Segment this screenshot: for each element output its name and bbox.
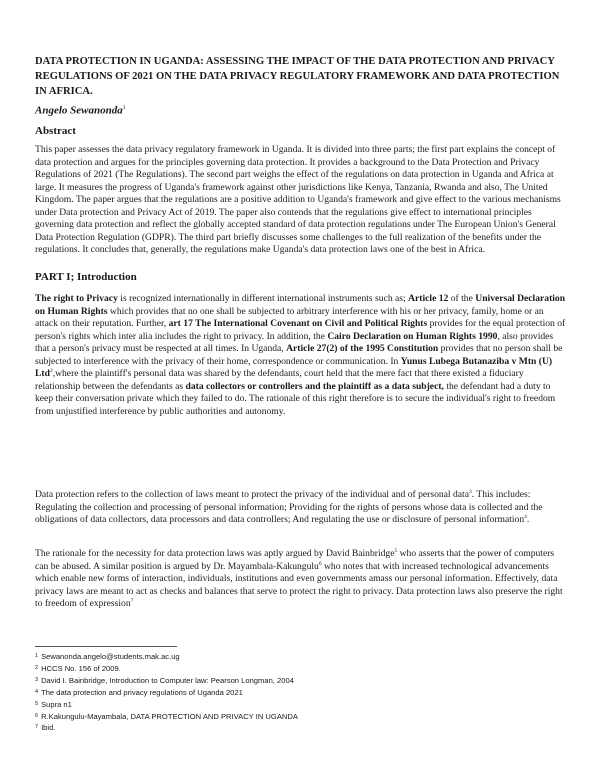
footnote-number: 4 (35, 688, 39, 695)
footnote-number: 1 (35, 653, 39, 659)
footnote-item (35, 699, 565, 711)
term-iccpr: art 17 The International Covenant on Civil and Political Rights (168, 318, 428, 329)
footnote-item (35, 711, 565, 723)
text-span: of the (448, 293, 476, 304)
footnote-number: 3 (35, 676, 39, 683)
footnote-ref-4[interactable]: 4 (524, 513, 527, 520)
term-data-controllers: data collectors or controllers and the plaintiff as a data subject, (185, 380, 444, 392)
text-span: Data protection refers to the collection of laws meant to protect the privacy of the individual and of personal data (35, 489, 469, 500)
footnote-text: The data protection and privacy regulations of Uganda 2021 (41, 687, 243, 697)
term-case-name: Yunus Lubega Butanaziba v Mtn (U) Ltd (35, 355, 553, 379)
footnote-ref-2[interactable]: 2 (49, 367, 53, 374)
part1-heading: PART I; Introduction (35, 271, 137, 283)
abstract-text: This paper assesses the data privacy regulatory framework in Uganda. It is divided into three parts; the first part explains the concept of data protection and argues for the principles governing data protection. It provides a background to the Data Protection and Privacy Regulations of 2021 (The Regulations). The second part weighs the effect of the regulations on data protection in Uganda and Africa at large. It measures the progress of Uganda's framework against other jurisdictions like Kenya, Tanzania, Rwanda and also, The United Kingdom. The paper argues that the regulations are a positive addition to Uganda's framework and give effect to the various mechanisms under Data protection and Privacy Act of 2019. The paper also contends that the regulations give effect to international principles governing data protection and reflect the globally accepted standard of data protection regulations under The European Union's General Data Protection Regulation (GDPR). The third part briefly discusses some challenges to the full realization of the benefits under the regulations. It concludes that, generally, the regulations make Uganda's data protection laws one of the best in Africa. (35, 144, 561, 255)
footnote-number: 2 (35, 664, 39, 671)
text-span: the defendant had a duty to keep their conversation private which they failed to do. The rationale of this right therefore is to secure the individual's right to freedom from unjustified interference by public authorities and autonomy. (35, 380, 556, 417)
text-span: , also provides that a person's privacy must be respected at all times. In Uganda, (35, 330, 554, 354)
text-span: which provides that no one shall be subjected to arbitrary interference with his or her privacy, family, home or an attack on their reputation. Further, (35, 305, 544, 329)
footnote-text: R.Kakungulu-Mayambala, DATA PROTECTION AND PRIVACY IN UGANDA (41, 711, 298, 721)
footnote-ref-5[interactable]: 5 (394, 547, 398, 554)
footnote-item (35, 722, 565, 734)
text-span: ,where the plaintiff's personal data was shared by the defendants, court held that the mere fact that there existed a fiduciary relationship between the defendants as (35, 368, 524, 392)
author-footnote-mark[interactable]: 1 (122, 105, 126, 111)
footnote-ref-3[interactable]: 3 (468, 488, 472, 495)
footnote-number: 7 (35, 724, 39, 731)
paper-title: DATA PROTECTION IN UGANDA: ASSESSING THE IMPACT OF THE DATA PROTECTION AND PRIVACY REGULATIONS OF 2021 ON THE DATA PRIVACY REGULATORY FRAMEWORK AND DATA PROTECTION IN AFRICA. (35, 56, 560, 97)
footnote-ref-7[interactable]: 7 (130, 597, 134, 604)
abstract-heading: Abstract (35, 125, 76, 137)
author-name: Angelo Sewanonda (35, 104, 123, 117)
intro-paragraph-3 (35, 548, 567, 611)
footnote-number: 6 (35, 712, 39, 719)
term-cairo-declaration: Cairo Declaration on Human Rights 1990 (327, 330, 498, 342)
footnote-text: HCCS No. 156 of 2009. (41, 663, 121, 673)
footnote-item (35, 663, 565, 675)
footnote-text: Ibid. (41, 723, 56, 733)
footnote-ref-6[interactable]: 6 (318, 560, 322, 567)
footnote-number: 5 (35, 700, 39, 707)
text-span: The rationale for the necessity for data protection laws was aptly argued by David Bainbridge (35, 548, 395, 559)
footnote-text: David I. Bainbridge, Introduction to Computer law: Pearson Longman, 2004 (41, 675, 294, 685)
footnote-text[interactable]: Sewanonda.angelo@students.mak.ac.ug (41, 652, 180, 661)
text-span: provides that no person shall be subjected to interference with the privacy of their home, correspondence or communication. In (35, 343, 563, 367)
text-span: is recognized internationally in different international instruments such as; (117, 293, 409, 304)
footnote-divider (35, 646, 177, 647)
intro-paragraph-1 (35, 293, 567, 418)
footnote-text: Supra n1 (41, 699, 72, 709)
footnote-item (35, 651, 565, 663)
author-line (35, 101, 126, 118)
term-article-12: Article 12 (408, 293, 449, 304)
footnote-item (35, 675, 565, 687)
intro-paragraph-2 (35, 489, 567, 527)
text-span: who asserts that the power of computers can be abused. A similar position is argued by Dr. Mayambala-Kakungulu (35, 548, 555, 572)
footnotes-list (35, 651, 565, 734)
text-span: . This includes: Regulating the collection and processing of personal information; Providing for the rights of persons whose data is collected and the obligations of data collectors, data processors and data controllers; And regulating the use or disclosure of personal information (35, 489, 543, 525)
term-article-27: Article 27(2) of the 1995 Constitution (286, 343, 439, 354)
footnote-item (35, 687, 565, 699)
text-span: who notes that with increased technological advancements which enable new forms of interaction, individuals, institutions and even governments amass our personal information. Effectively, data privacy laws are meant to act as checks and balances that serve to protect the right to privacy. Data protection laws also preserve the right to freedom of expression (35, 560, 563, 609)
term-right-to-privacy: The right to Privacy (35, 293, 118, 304)
text-span: . (526, 514, 530, 525)
text-span: provides for the equal protection of person's rights which inter alia includes the right to privacy. In addition, the (35, 318, 566, 342)
term-udhr: Universal Declaration on Human Rights (35, 293, 566, 317)
